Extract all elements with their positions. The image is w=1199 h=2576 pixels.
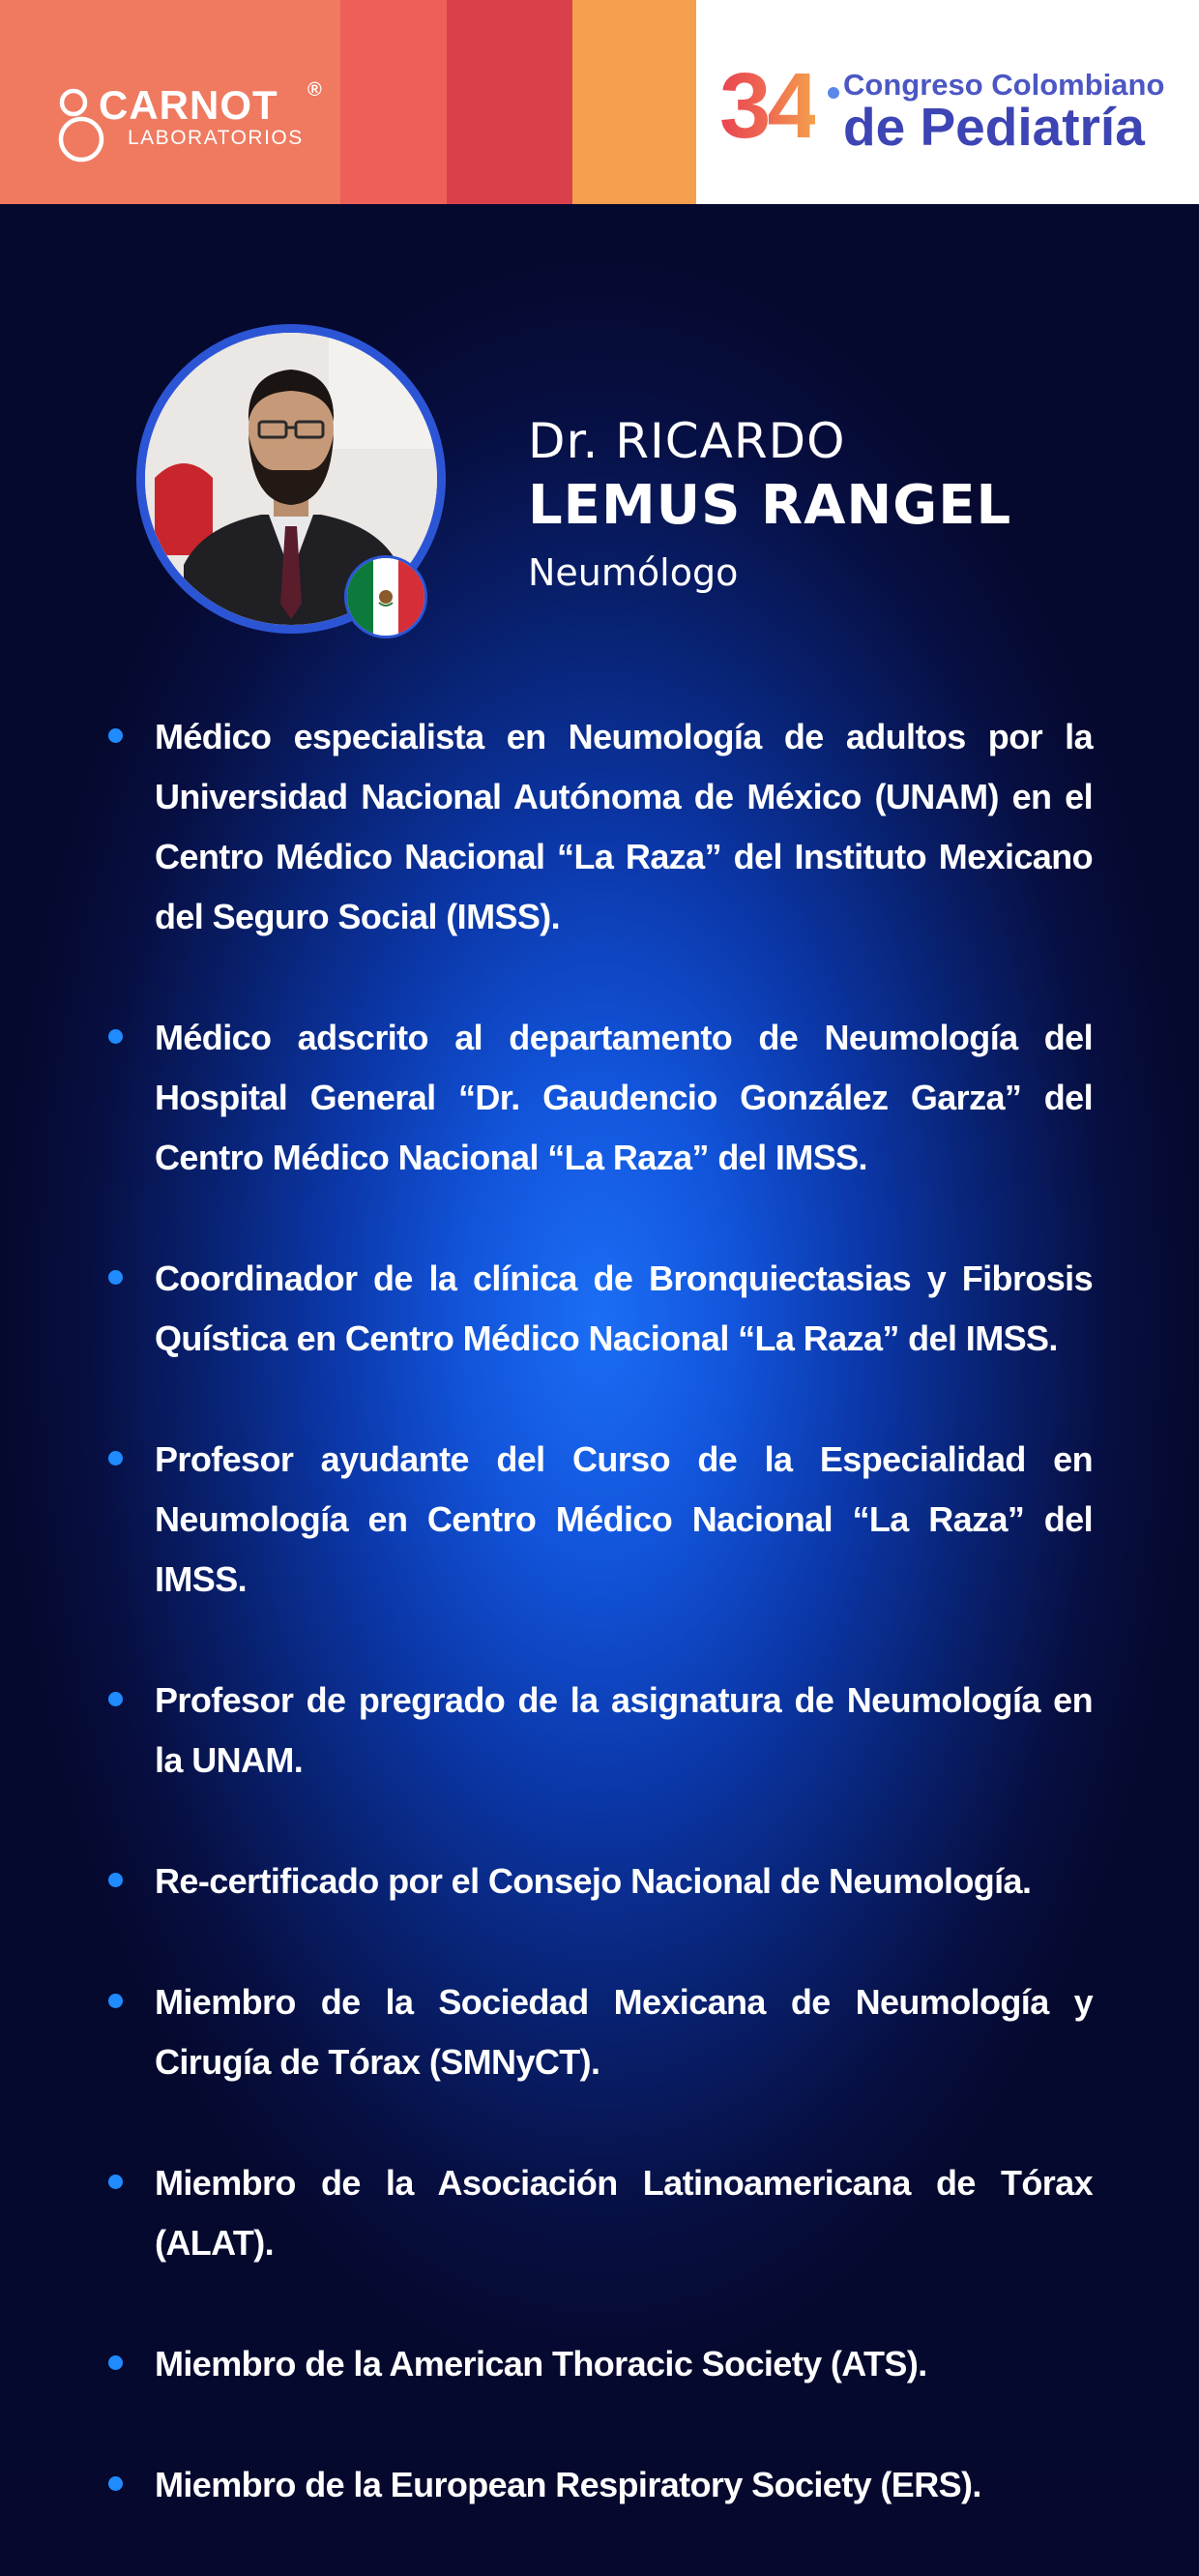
bio-item: [106, 2455, 1093, 2515]
carnot-name: CARNOT: [99, 82, 278, 128]
bio-item-text: Médico adscrito al departamento de Neumología del Hospital General “Dr. Gaudencio González Garza” del Centro Médico Nacional “La Raza” del IMSS.: [155, 1018, 1093, 1177]
bio-item-text: Miembro de la Sociedad Mexicana de Neumología y Cirugía de Tórax (SMNyCT).: [155, 1982, 1093, 2082]
congress-title-line1: Congreso Colombiano: [843, 68, 1165, 102]
bio-item-text: Miembro de la European Respiratory Society (ERS).: [155, 2465, 981, 2504]
congress-dot-icon: [828, 87, 839, 99]
header-banner: [0, 0, 1199, 204]
bullet-icon: [108, 2476, 123, 2491]
speaker-prefix: Dr. RICARDO: [528, 413, 846, 469]
bio-item-text: Médico especialista en Neumología de adultos por la Universidad Nacional Autónoma de México (UNAM) en el Centro Médico Nacional “La Raza” del Instituto Mexicano del Seguro Social (IMSS).: [155, 717, 1093, 936]
bullet-icon: [108, 1692, 123, 1706]
header-stripe-coral: [0, 0, 340, 204]
speaker-specialty: Neumólogo: [528, 551, 739, 594]
bio-item-text: Profesor de pregrado de la asignatura de Neumología en la UNAM.: [155, 1680, 1093, 1780]
mexico-flag-icon: [344, 555, 427, 638]
bio-item: [106, 2153, 1093, 2273]
bio-list: [106, 707, 1093, 2576]
carnot-registered-mark: ®: [307, 79, 322, 101]
carnot-subtitle: LABORATORIOS: [128, 127, 304, 149]
speaker-name: LEMUS RANGEL: [528, 474, 1012, 537]
bio-item: [106, 1249, 1093, 1369]
bio-item-text: Re-certificado por el Consejo Nacional de Neumología.: [155, 1861, 1032, 1901]
header-stripe-crimson: [447, 0, 572, 204]
bio-item-text: Coordinador de la clínica de Bronquiectasias y Fibrosis Quística en Centro Médico Nacional “La Raza” del IMSS.: [155, 1258, 1093, 1358]
bullet-icon: [108, 1994, 123, 2008]
bullet-icon: [108, 728, 123, 743]
speaker-card: [0, 204, 1199, 2504]
bio-item: [106, 1430, 1093, 1610]
bullet-icon: [108, 2175, 123, 2189]
bio-item-text: Miembro de la American Thoracic Society (ATS).: [155, 2344, 927, 2384]
bio-item: [106, 1851, 1093, 1911]
bio-item-text: Miembro de la Asociación Latinoamericana de Tórax (ALAT).: [155, 2163, 1093, 2263]
bio-item-text: Profesor ayudante del Curso de la Especialidad en Neumología en Centro Médico Nacional “La Raza” del IMSS.: [155, 1439, 1093, 1599]
bio-item: [106, 1972, 1093, 2092]
carnot-logo: [54, 81, 335, 178]
bullet-icon: [108, 1029, 123, 1044]
header-stripe-white: [696, 0, 1199, 204]
bio-item: [106, 707, 1093, 947]
bullet-icon: [108, 2355, 123, 2370]
congress-logo: [719, 56, 1193, 172]
header-stripe-red: [340, 0, 447, 204]
bio-item: [106, 1671, 1093, 1791]
congress-title-line2: de Pediatría: [843, 97, 1145, 157]
bullet-icon: [108, 1451, 123, 1466]
congress-edition: 34: [719, 54, 815, 158]
bio-item: [106, 1008, 1093, 1188]
bio-item: [106, 2334, 1093, 2394]
header-stripe-orange: [572, 0, 696, 204]
bullet-icon: [108, 1270, 123, 1285]
bullet-icon: [108, 1873, 123, 1887]
